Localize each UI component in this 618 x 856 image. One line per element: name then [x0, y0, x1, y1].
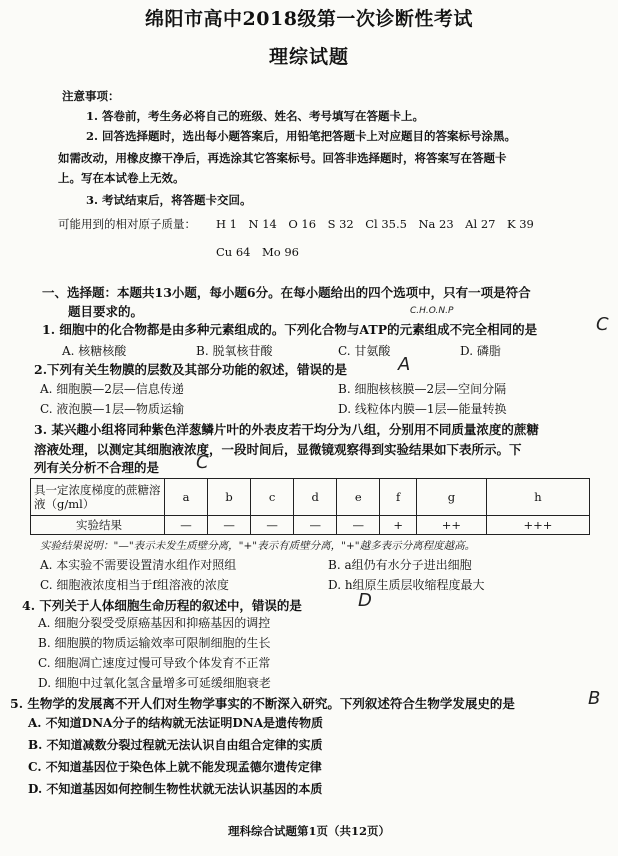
notice-item-3: 3. 考试结束后，将答题卡交回。 — [86, 193, 252, 207]
q4-option-a: A. 细胞分裂受受原癌基因和抑癌基因的调控 — [38, 616, 271, 630]
section-heading-line2: 题目要求的。 — [68, 304, 144, 319]
page-footer: 理科综合试题第1页（共12页） — [227, 824, 390, 838]
result-cell: — — [337, 516, 380, 535]
q1-option-c: C. 甘氨酸 — [338, 344, 391, 358]
table-row — [31, 479, 590, 516]
q5-option-b: B. 不知道减数分裂过程就无法认识自由组合定律的实质 — [28, 738, 323, 752]
atomic-mass-line1: H 1 N 14 O 16 S 32 Cl 35.5 Na 23 Al 27 K 39 — [216, 217, 534, 231]
q2-option-b: B. 细胞核核膜—2层—空间分隔 — [338, 382, 507, 396]
q1-option-b: B. 脱氧核苷酸 — [196, 344, 273, 358]
q3-option-c: C. 细胞液浓度相当于f组溶液的浓度 — [40, 578, 229, 592]
result-cell: — — [251, 516, 294, 535]
q3-stem-line1: 3. 某兴趣小组将同种紫色洋葱鳞片叶的外表皮若干均分为八组，分别用不同质量浓度的蔗糖 — [34, 422, 539, 437]
q3-option-b: B. a组仍有水分子进出细胞 — [328, 558, 472, 572]
group-cell: c — [251, 479, 294, 516]
q1-stem: 1. 细胞中的化合物都是由多种元素组成的。下列化合物与ATP的元素组成不完全相同的是 — [42, 322, 538, 337]
section-heading-line1: 一、选择题：本题共13小题，每小题6分。在每小题给出的四个选项中，只有一项是符合 — [42, 285, 531, 300]
q2-handwritten-answer: A — [398, 354, 411, 375]
q5-stem: 5. 生物学的发展离不开人们对生物学事实的不断深入研究。下列叙述符合生物学发展史的是 — [10, 696, 515, 711]
q2-option-a: A. 细胞膜—2层—信息传递 — [40, 382, 184, 396]
q1-option-d: D. 磷脂 — [460, 344, 501, 358]
notice-item-2-line3: 上。写在本试卷上无效。 — [58, 171, 185, 185]
group-cell: b — [208, 479, 251, 516]
notice-item-2-line2: 如需改动，用橡皮擦干净后，再选涂其它答案标号。回答非选择题时，将答案写在答题卡 — [58, 151, 507, 165]
q3-handwritten-answer: C — [196, 452, 209, 473]
result-cell: — — [165, 516, 208, 535]
group-cell: d — [294, 479, 337, 516]
group-cell: a — [165, 479, 208, 516]
q3-option-d: D. h组原生质层收缩程度最大 — [328, 578, 485, 592]
q2-stem: 2.下列有关生物膜的层数及其部分功能的叙述，错误的是 — [34, 362, 348, 377]
exam-subtitle: 理综试题 — [268, 46, 349, 68]
q4-stem: 4. 下列关于人体细胞生命历程的叙述中，错误的是 — [22, 598, 302, 613]
notice-heading: 注意事项： — [62, 89, 120, 103]
q1-option-a: A. 核糖核酸 — [62, 344, 127, 358]
notice-item-2-line1: 2. 回答选择题时，选出每小题答案后，用铅笔把答题卡上对应题目的答案标号涂黑。 — [86, 129, 517, 143]
q1-handwritten-answer: C — [596, 314, 609, 335]
result-cell: — — [294, 516, 337, 535]
group-cell: g — [416, 479, 486, 516]
q5-handwritten-answer: B — [588, 688, 601, 709]
group-cell: h — [486, 479, 589, 516]
table-row — [31, 516, 590, 535]
q5-option-d: D. 不知道基因如何控制生物性状就无法认识基因的本质 — [28, 782, 323, 796]
q4-option-d: D. 细胞中过氧化氢含量增多可延缓细胞衰老 — [38, 676, 271, 690]
q3-table-note: 实验结果说明："—"表示未发生质壁分离，"+"表示有质壁分离，"+"越多表示分离程度越高。 — [40, 540, 476, 552]
result-cell: — — [208, 516, 251, 535]
table-header-cell: 具一定浓度梯度的蔗糖溶液（g/ml） — [31, 479, 165, 516]
atomic-mass-label: 可能用到的相对原子质量： — [58, 217, 196, 231]
q4-option-b: B. 细胞膜的物质运输效率可限制细胞的生长 — [38, 636, 271, 650]
q2-option-c: C. 液泡膜—1层—物质运输 — [40, 402, 185, 416]
result-cell: ++ — [416, 516, 486, 535]
result-label-cell: 实验结果 — [31, 516, 165, 535]
group-cell: e — [337, 479, 380, 516]
q1-handwritten-note: C.H.O.N.P — [410, 306, 454, 316]
exam-title: 绵阳市高中2018级第一次诊断性考试 — [145, 8, 473, 30]
q3-results-table — [30, 478, 590, 535]
result-cell: + — [380, 516, 417, 535]
q3-option-a: A. 本实验不需要设置清水组作对照组 — [40, 558, 237, 572]
notice-item-1: 1. 答卷前，考生务必将自己的班级、姓名、考号填写在答题卡上。 — [86, 109, 425, 123]
q4-handwritten-answer: D — [358, 590, 372, 611]
group-cell: f — [380, 479, 417, 516]
q4-option-c: C. 细胞凋亡速度过慢可导致个体发育不正常 — [38, 656, 271, 670]
q3-stem-line3: 列有关分析不合理的是 — [34, 460, 160, 475]
q3-stem-line2: 溶液处理，以测定其细胞液浓度，一段时间后，显微镜观察得到实验结果如下表所示。下 — [34, 442, 522, 457]
q2-option-d: D. 线粒体内膜—1层—能量转换 — [338, 402, 507, 416]
atomic-mass-line2: Cu 64 Mo 96 — [216, 245, 299, 259]
q5-option-a: A. 不知道DNA分子的结构就无法证明DNA是遗传物质 — [28, 716, 324, 730]
q5-option-c: C. 不知道基因位于染色体上就不能发现孟德尔遗传定律 — [28, 760, 322, 774]
result-cell: +++ — [486, 516, 589, 535]
